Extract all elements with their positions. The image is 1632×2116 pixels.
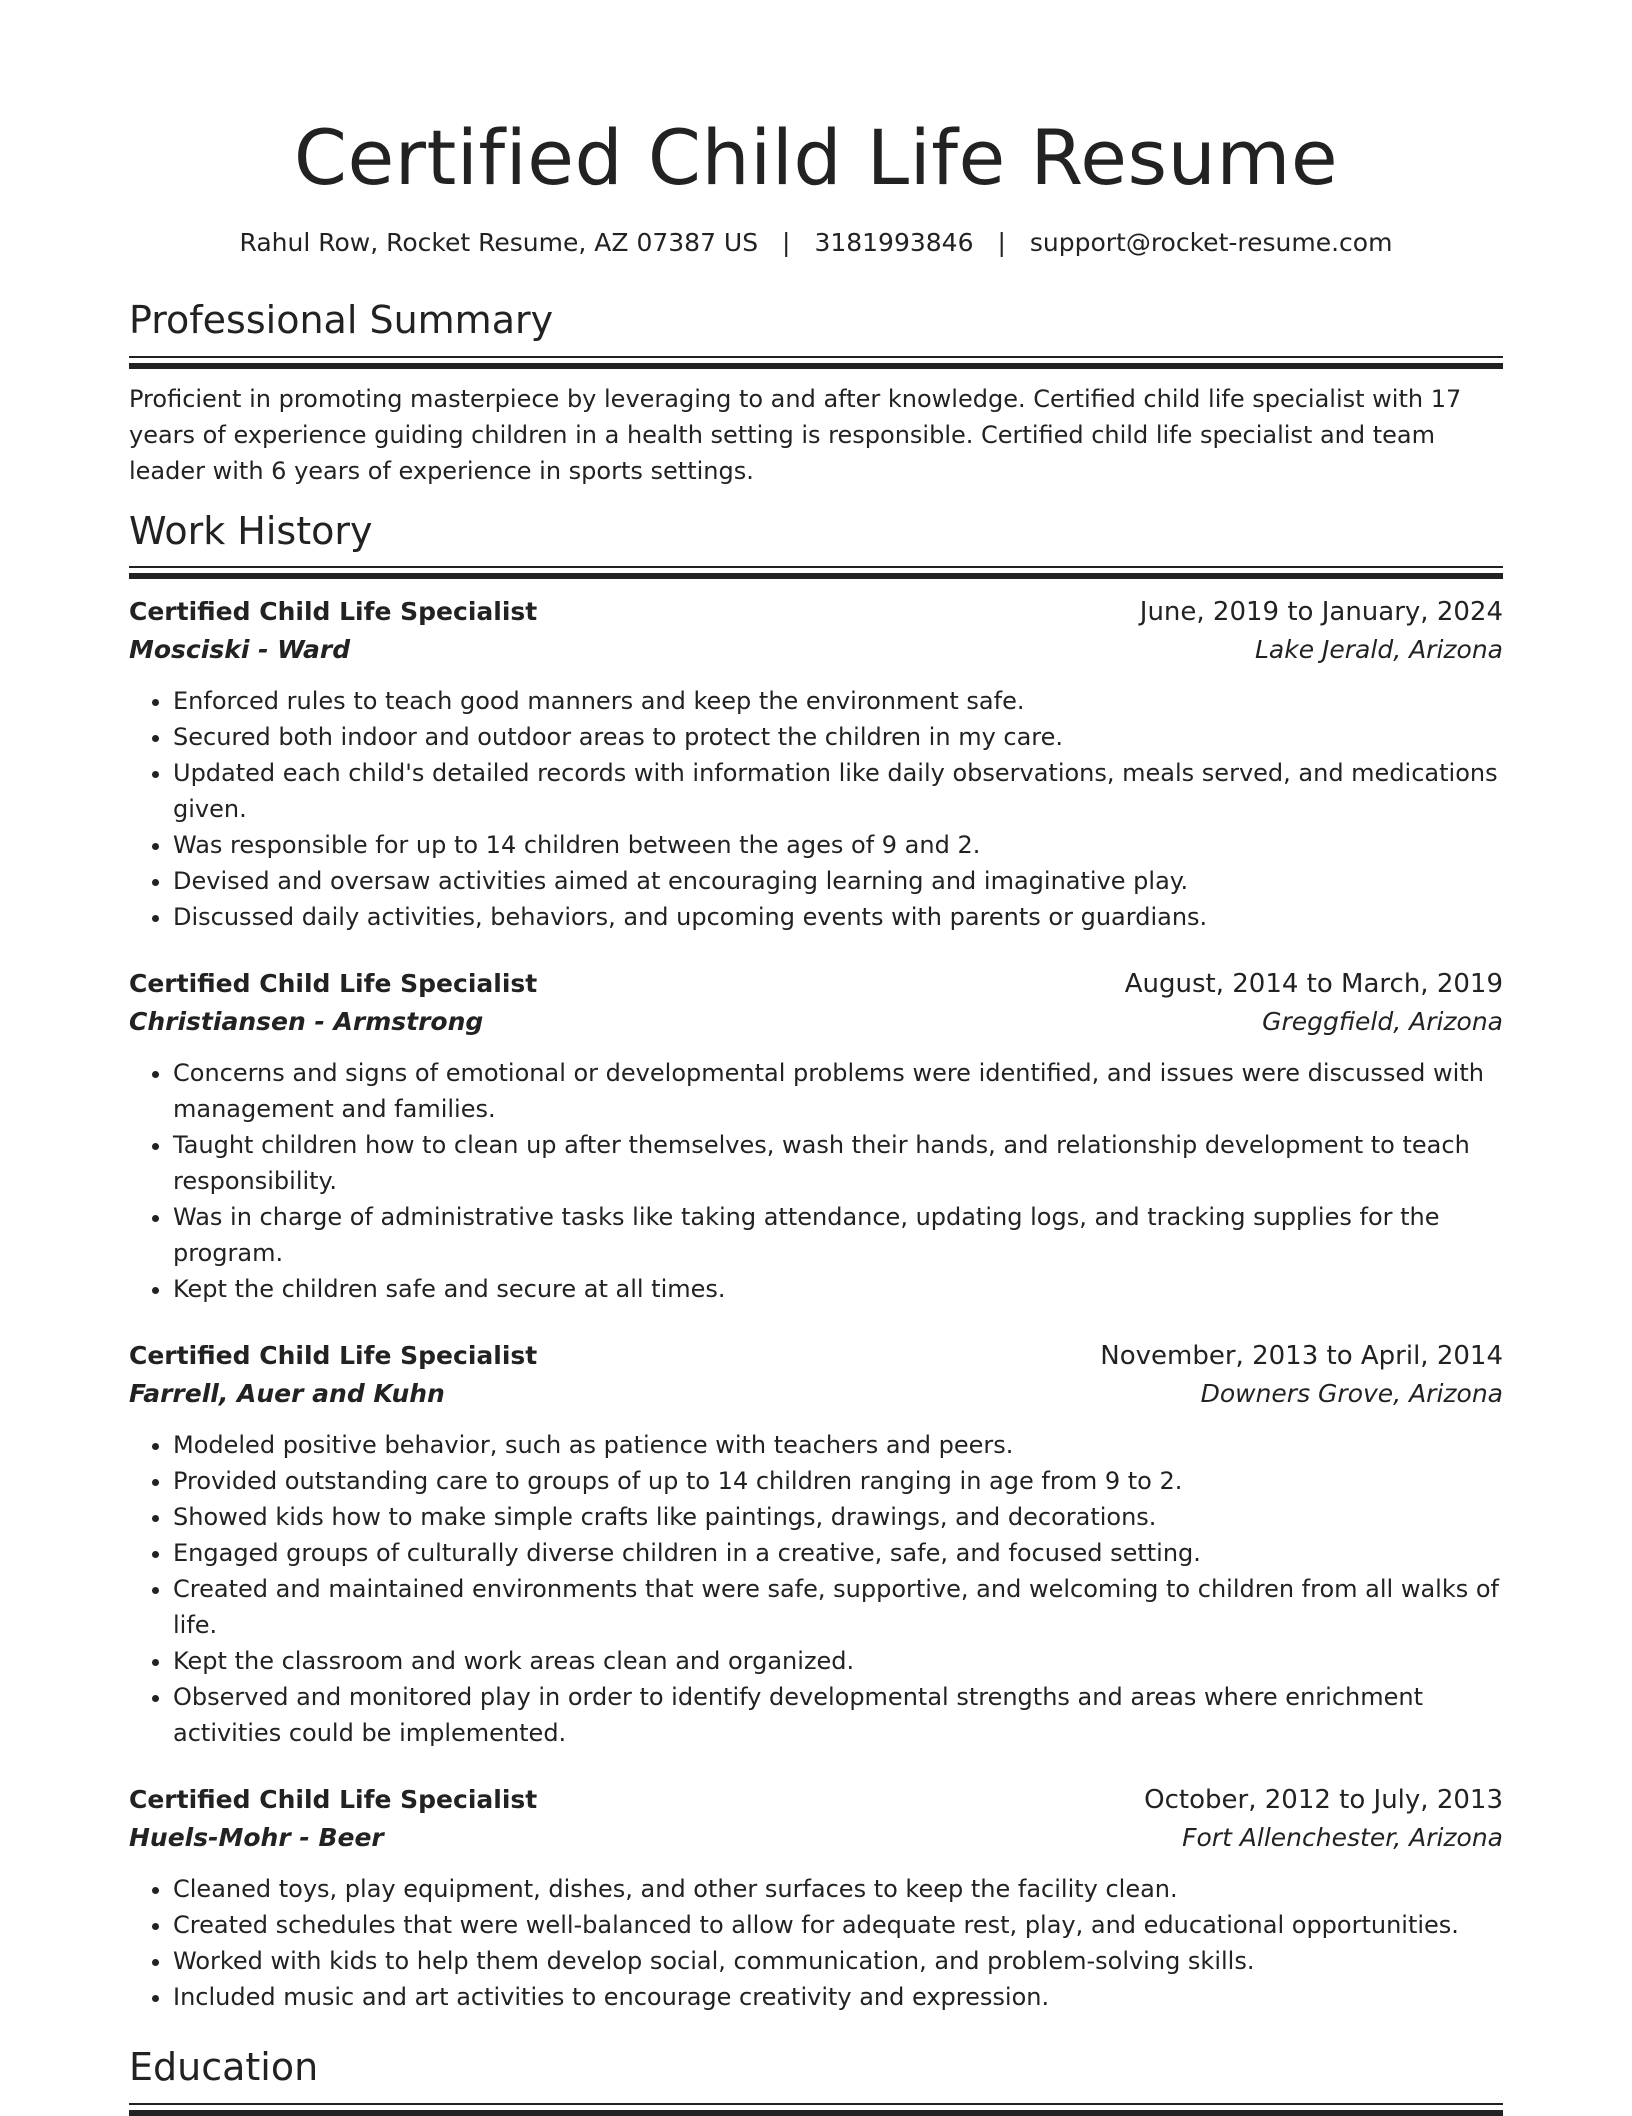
bullet-item: • Kept the children safe and secure at all times. <box>173 1271 1503 1307</box>
job-dates: August, 2014 to March, 2019 <box>1124 969 1503 1000</box>
bullet-item: • Was responsible for up to 14 children between the ages of 9 and 2. <box>173 827 1503 863</box>
job-bullets <box>129 1427 1503 1751</box>
job-location: Fort Allenchester, Arizona <box>1182 1823 1503 1853</box>
job-location: Downers Grove, Arizona <box>1200 1379 1503 1409</box>
job-entry <box>129 1337 1503 1751</box>
job-dates: November, 2013 to April, 2014 <box>1100 1341 1503 1372</box>
section-divider <box>129 566 1503 579</box>
contact-separator: | <box>782 228 791 257</box>
bullet-item: • Was in charge of administrative tasks like taking attendance, updating logs, and tracking supplies for the program. <box>173 1199 1503 1271</box>
job-location: Lake Jerald, Arizona <box>1254 635 1503 665</box>
bullet-item: • Provided outstanding care to groups of up to 14 children ranging in age from 9 to 2. <box>173 1463 1503 1499</box>
work-history-section <box>129 509 1503 2016</box>
bullet-item: • Observed and monitored play in order to identify developmental strengths and areas where enrichment activities could be implemented. <box>173 1679 1503 1751</box>
job-company: Mosciski - Ward <box>129 635 351 665</box>
bullet-item: • Modeled positive behavior, such as patience with teachers and peers. <box>173 1427 1503 1463</box>
bullet-item: • Included music and art activities to encourage creativity and expression. <box>173 1979 1503 2015</box>
bullet-item: • Secured both indoor and outdoor areas to protect the children in my care. <box>173 719 1503 755</box>
bullet-item: • Cleaned toys, play equipment, dishes, and other surfaces to keep the facility clean. <box>173 1871 1503 1907</box>
education-section <box>129 2045 1503 2116</box>
contact-separator: | <box>997 228 1006 257</box>
job-entry <box>129 593 1503 935</box>
summary-text: Proficient in promoting masterpiece by leveraging to and after knowledge. Certified child life specialist with 17 years of experience guiding children in a health setting is responsible. Certified child life specialist and team leader with 6 years of experience in sports settings. <box>129 384 1462 485</box>
job-bullets <box>129 1055 1503 1307</box>
bullet-item: • Taught children how to clean up after themselves, wash their hands, and relationship development to teach responsibility. <box>173 1127 1503 1199</box>
section-divider <box>129 356 1503 369</box>
section-heading: Education <box>129 2045 319 2090</box>
bullet-item: • Concerns and signs of emotional or developmental problems were identified, and issues were discussed with management and families. <box>173 1055 1503 1127</box>
bullet-item: • Discussed daily activities, behaviors, and upcoming events with parents or guardians. <box>173 899 1503 935</box>
job-company: Christiansen - Armstrong <box>129 1007 484 1037</box>
resume-title: Certified Child Life Resume <box>293 113 1339 202</box>
job-title: Certified Child Life Specialist <box>129 597 538 627</box>
section-divider <box>129 2103 1503 2116</box>
job-title: Certified Child Life Specialist <box>129 1785 538 1815</box>
bullet-item: • Showed kids how to make simple crafts like paintings, drawings, and decorations. <box>173 1499 1503 1535</box>
bullet-item: • Created and maintained environments that were safe, supportive, and welcoming to children from all walks of life. <box>173 1571 1503 1643</box>
section-heading: Professional Summary <box>129 298 554 342</box>
job-company: Huels-Mohr - Beer <box>129 1823 384 1853</box>
job-company: Farrell, Auer and Kuhn <box>129 1379 445 1409</box>
bullet-item: • Devised and oversaw activities aimed at encouraging learning and imaginative play. <box>173 863 1503 899</box>
job-dates: June, 2019 to January, 2024 <box>1139 597 1503 628</box>
bullet-item: • Engaged groups of culturally diverse children in a creative, safe, and focused setting. <box>173 1535 1503 1571</box>
summary-section <box>129 298 1503 489</box>
bullet-item: • Enforced rules to teach good manners and keep the environment safe. <box>173 683 1503 719</box>
bullet-item: • Updated each child's detailed records with information like daily observations, meals served, and medications given. <box>173 755 1503 827</box>
job-bullets <box>129 1871 1503 2015</box>
job-title: Certified Child Life Specialist <box>129 1341 538 1371</box>
section-heading: Work History <box>129 508 373 553</box>
bullet-item: • Kept the classroom and work areas clean and organized. <box>173 1643 1503 1679</box>
contact-line <box>129 228 1503 258</box>
job-dates: October, 2012 to July, 2013 <box>1144 1785 1503 1816</box>
contact-address: Rahul Row, Rocket Resume, AZ 07387 US <box>239 228 759 257</box>
job-entry <box>129 1781 1503 2015</box>
contact-email: support@rocket-resume.com <box>1029 228 1393 257</box>
job-location: Greggfield, Arizona <box>1262 1007 1503 1037</box>
job-title: Certified Child Life Specialist <box>129 969 538 999</box>
bullet-item: • Worked with kids to help them develop social, communication, and problem-solving skills. <box>173 1943 1503 1979</box>
contact-phone: 3181993846 <box>814 228 974 257</box>
job-bullets <box>129 683 1503 935</box>
job-entry <box>129 965 1503 1307</box>
bullet-item: • Created schedules that were well-balanced to allow for adequate rest, play, and educational opportunities. <box>173 1907 1503 1943</box>
